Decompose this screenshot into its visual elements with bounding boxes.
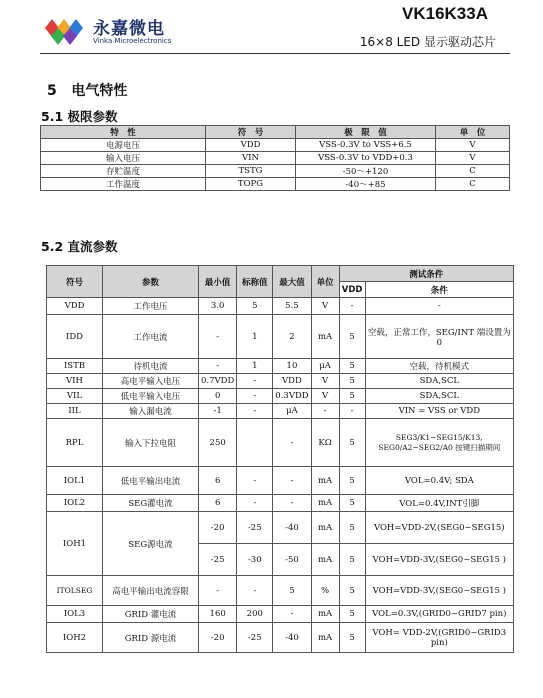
table-cell: SEG源电流 (103, 512, 199, 576)
table-cell: 5 (339, 389, 365, 404)
table-cell: mA (311, 467, 339, 495)
section-52-heading: 5.2 直流参数 (41, 239, 118, 254)
table-cell (237, 419, 273, 467)
table-cell: - (237, 374, 273, 389)
col-subheader: VDD (339, 282, 365, 298)
table-cell: VOL=0.4V; SDA (365, 467, 513, 495)
table-cell: SDA,SCL (365, 389, 513, 404)
table-cell: GRID 源电流 (103, 623, 199, 653)
table-cell: V (436, 139, 510, 152)
table-row (41, 139, 510, 152)
table-cell: -25 (237, 623, 273, 653)
table-cell: - (273, 467, 311, 495)
table-cell: - (273, 495, 311, 512)
table-cell: GRID 灌电流 (103, 606, 199, 623)
table-cell: 6 (199, 495, 237, 512)
table-cell: 5 (339, 419, 365, 467)
table-cell: IOH2 (47, 623, 103, 653)
table-row (47, 467, 514, 495)
vinka-logo (45, 12, 185, 52)
table-cell: VIL (47, 389, 103, 404)
table-cell: C (436, 165, 510, 178)
table-cell: 5 (339, 359, 365, 374)
logo-cn-text: 永嘉微电 (93, 19, 165, 39)
table-cell: VSS-0.3V to VDD+0.3 (296, 152, 436, 165)
table-cell: 工作电压 (103, 298, 199, 315)
table-cell: TSTG (206, 165, 296, 178)
section-number: 5 (47, 83, 57, 99)
table-cell: 200 (237, 606, 273, 623)
table-cell: -30 (237, 544, 273, 576)
table-row (47, 298, 514, 315)
table-row (47, 419, 514, 467)
table-cell: - (237, 404, 273, 419)
col-header: 单 位 (436, 126, 510, 139)
table-cell: mA (311, 623, 339, 653)
logo-diamonds-icon (45, 16, 91, 46)
table-cell: 5 (273, 576, 311, 606)
table-cell: 5 (339, 467, 365, 495)
table-cell: 5 (339, 576, 365, 606)
table-cell: -40 (273, 623, 311, 653)
table-cell: VDD (206, 139, 296, 152)
table-row (47, 404, 514, 419)
table-cell: - (339, 404, 365, 419)
table-cell: VDD (47, 298, 103, 315)
table-cell: 0.7VDD (199, 374, 237, 389)
table-cell: 低电平输入电压 (103, 389, 199, 404)
table-cell: 高电平输出电流容限 (103, 576, 199, 606)
table-cell: 1 (237, 315, 273, 359)
header-divider (40, 53, 510, 54)
table-row (47, 576, 514, 606)
col-header: 最小值 (199, 266, 237, 298)
table-cell: -50～+120 (296, 165, 436, 178)
table-cell: 空载，待机模式 (365, 359, 513, 374)
table-row (41, 152, 510, 165)
table-cell: - (237, 389, 273, 404)
table-row (41, 178, 510, 191)
table-cell: -40～+85 (296, 178, 436, 191)
table-cell: V (436, 152, 510, 165)
table-cell: -25 (199, 544, 237, 576)
table-cell: - (199, 359, 237, 374)
table-row (47, 389, 514, 404)
table-cell: 存贮温度 (41, 165, 206, 178)
table-cell: -25 (237, 512, 273, 544)
table-row (47, 359, 514, 374)
table-cell: μA (311, 359, 339, 374)
table-cell: IIL (47, 404, 103, 419)
table-cell: KΩ (311, 419, 339, 467)
table-cell: V (311, 374, 339, 389)
logo-en-text: Vinka Microelectronics (93, 37, 172, 45)
table-cell: mA (311, 495, 339, 512)
table-cell: - (199, 576, 237, 606)
table-cell: - (273, 606, 311, 623)
table-cell: 低电平输出电流 (103, 467, 199, 495)
table-cell: SDA,SCL (365, 374, 513, 389)
table-cell: VIN = VSS or VDD (365, 404, 513, 419)
table-cell: 3.0 (199, 298, 237, 315)
table-cell: IOL2 (47, 495, 103, 512)
table-cell: - (311, 404, 339, 419)
col-header: 极 限 值 (296, 126, 436, 139)
table-row (47, 623, 514, 653)
table-cell: 5 (339, 315, 365, 359)
table-cell: - (237, 495, 273, 512)
table-cell: 0.3VDD (273, 389, 311, 404)
table-cell: - (237, 576, 273, 606)
table-cell: VOL=0.4V,INT引脚 (365, 495, 513, 512)
table-cell: 10 (273, 359, 311, 374)
table-cell: mA (311, 512, 339, 544)
table-cell: 0 (199, 389, 237, 404)
table-cell: 输入电压 (41, 152, 206, 165)
table-cell: ISTB (47, 359, 103, 374)
table-cell: SEG灌电流 (103, 495, 199, 512)
table-cell: 1 (237, 359, 273, 374)
section-51-heading: 5.1 极限参数 (41, 109, 118, 124)
table-cell: 5 (339, 495, 365, 512)
table-cell: VSS-0.3V to VSS+6.5 (296, 139, 436, 152)
col-header: 测试条件 (339, 266, 513, 282)
table-cell: IOH1 (47, 512, 103, 576)
table-cell: 5 (339, 623, 365, 653)
col-header: 符 号 (206, 126, 296, 139)
table-cell: 2 (273, 315, 311, 359)
col-subheader: 条件 (365, 282, 513, 298)
table-row (47, 495, 514, 512)
table-cell: 5 (339, 374, 365, 389)
table-cell: - (365, 298, 513, 315)
table-row (47, 606, 514, 623)
table-cell: V (311, 389, 339, 404)
table-cell: SEG3/K1~SEG15/K13, SEG0/A2~SEG2/A0 按键扫描期间 (365, 419, 513, 467)
table-cell: -20 (199, 512, 237, 544)
table-cell: VOH=VDD-3V,(SEG0~SEG15 ) (365, 576, 513, 606)
table-header-row (47, 266, 514, 282)
section-5-heading (47, 80, 127, 100)
table-cell: 160 (199, 606, 237, 623)
table-cell: VIH (47, 374, 103, 389)
table-header-row (41, 126, 510, 139)
table-cell: - (339, 298, 365, 315)
table-cell: -20 (199, 623, 237, 653)
table-row (41, 165, 510, 178)
table-cell: TOPG (206, 178, 296, 191)
col-header: 符号 (47, 266, 103, 298)
table-cell: VDD (273, 374, 311, 389)
table-cell: IOL1 (47, 467, 103, 495)
table-cell: IOL3 (47, 606, 103, 623)
table-cell: 6 (199, 467, 237, 495)
table-cell: 高电平输入电压 (103, 374, 199, 389)
table-cell: - (237, 467, 273, 495)
table-cell: VOL=0.3V,(GRID0~GRID7 pin) (365, 606, 513, 623)
table-cell: V (311, 298, 339, 315)
table-cell: mA (311, 606, 339, 623)
table-cell: 5.5 (273, 298, 311, 315)
table-cell: μA (273, 404, 311, 419)
absolute-max-table (40, 125, 510, 191)
table-cell: % (311, 576, 339, 606)
table-cell: 5 (339, 606, 365, 623)
table-cell: 输入漏电流 (103, 404, 199, 419)
table-cell: 电源电压 (41, 139, 206, 152)
table-cell: IDD (47, 315, 103, 359)
table-cell: RPL (47, 419, 103, 467)
table-cell: 工作电流 (103, 315, 199, 359)
table-cell: VOH= VDD-2V,(GRID0~GRID3 pin) (365, 623, 513, 653)
table-cell: C (436, 178, 510, 191)
table-cell: 输入下拉电阻 (103, 419, 199, 467)
table-cell: 5 (339, 544, 365, 576)
table-cell: - (199, 315, 237, 359)
table-cell: ITOLSEG (47, 576, 103, 606)
table-cell: 空载，正常工作，SEG/INT 端设置为0 (365, 315, 513, 359)
table-cell: VIN (206, 152, 296, 165)
table-cell: 250 (199, 419, 237, 467)
table-cell: 5 (237, 298, 273, 315)
table-cell: -40 (273, 512, 311, 544)
model-number: VK16K33A (402, 4, 488, 23)
table-cell: mA (311, 315, 339, 359)
col-header: 标称值 (237, 266, 273, 298)
dc-params-table (46, 265, 514, 653)
doc-subtitle: 16×8 LED 显示驱动芯片 (359, 35, 496, 49)
col-header: 特 性 (41, 126, 206, 139)
table-cell: VOH=VDD-2V,(SEG0~SEG15) (365, 512, 513, 544)
section-title: 电气特性 (71, 83, 128, 99)
table-cell: -50 (273, 544, 311, 576)
table-cell: -1 (199, 404, 237, 419)
table-row (47, 512, 514, 544)
col-header: 最大值 (273, 266, 311, 298)
col-header: 单位 (311, 266, 339, 298)
table-row (47, 374, 514, 389)
table-cell: 5 (339, 512, 365, 544)
table-cell: 工作温度 (41, 178, 206, 191)
table-row (47, 315, 514, 359)
table-cell: 待机电流 (103, 359, 199, 374)
table-cell: mA (311, 544, 339, 576)
col-header: 参数 (103, 266, 199, 298)
table-cell: VOH=VDD-3V,(SEG0~SEG15 ) (365, 544, 513, 576)
table-cell: - (273, 419, 311, 467)
